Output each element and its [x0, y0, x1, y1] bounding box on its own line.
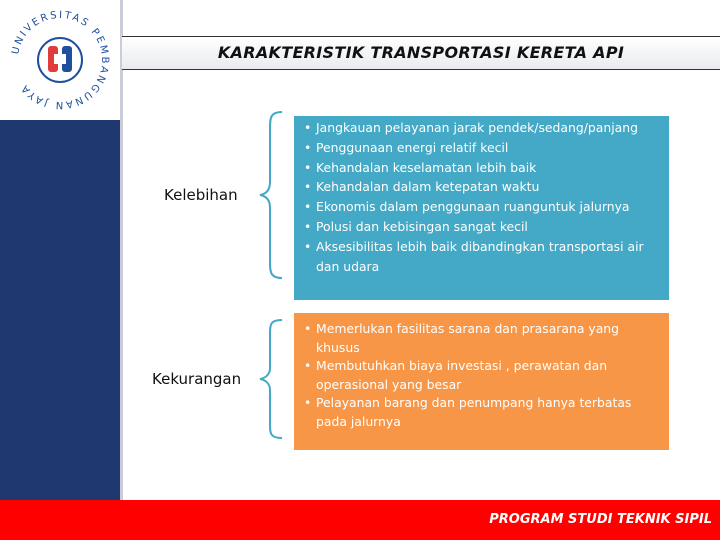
sidebar-divider	[120, 0, 123, 500]
list-item: • Ekonomis dalam penggunaan ruanguntuk jalurnya	[300, 197, 663, 217]
disadvantages-label: Kekurangan	[152, 370, 242, 388]
list-item: • Kehandalan dalam ketepatan waktu	[300, 177, 663, 197]
logo-emblem-icon	[4, 4, 116, 116]
list-item: • Penggunaan energi relatif kecil	[300, 138, 663, 158]
footer-text: PROGRAM STUDI TEKNIK SIPIL	[489, 512, 712, 527]
slide-title: KARAKTERISTIK TRANSPORTASI KERETA API	[217, 43, 625, 62]
advantages-box	[294, 116, 669, 300]
footer-bar	[0, 500, 720, 540]
advantages-list	[300, 118, 663, 276]
logo-ring-text: UNIVERSITAS PEMBANGUNAN JAYA	[10, 9, 111, 111]
list-item: • Kehandalan keselamatan lebih baik	[300, 158, 663, 178]
disadvantages-brace-icon	[256, 318, 284, 440]
list-item: • Memerlukan fasilitas sarana dan prasarana yang khusus	[300, 320, 663, 357]
advantages-brace-icon	[256, 110, 284, 280]
disadvantages-box	[294, 313, 669, 450]
list-item: • Polusi dan kebisingan sangat kecil	[300, 217, 663, 237]
university-logo	[0, 0, 120, 120]
disadvantages-list	[300, 320, 663, 432]
list-item: • Aksesibilitas lebih baik dibandingkan transportasi air dan udara	[300, 237, 663, 277]
title-bar	[122, 36, 720, 70]
list-item: • Membutuhkan biaya investasi , perawatan dan operasional yang besar	[300, 357, 663, 394]
list-item: • Jangkauan pelayanan jarak pendek/sedang/panjang	[300, 118, 663, 138]
advantages-label: Kelebihan	[164, 186, 238, 204]
list-item: • Pelayanan barang dan penumpang hanya terbatas pada jalurnya	[300, 394, 663, 431]
